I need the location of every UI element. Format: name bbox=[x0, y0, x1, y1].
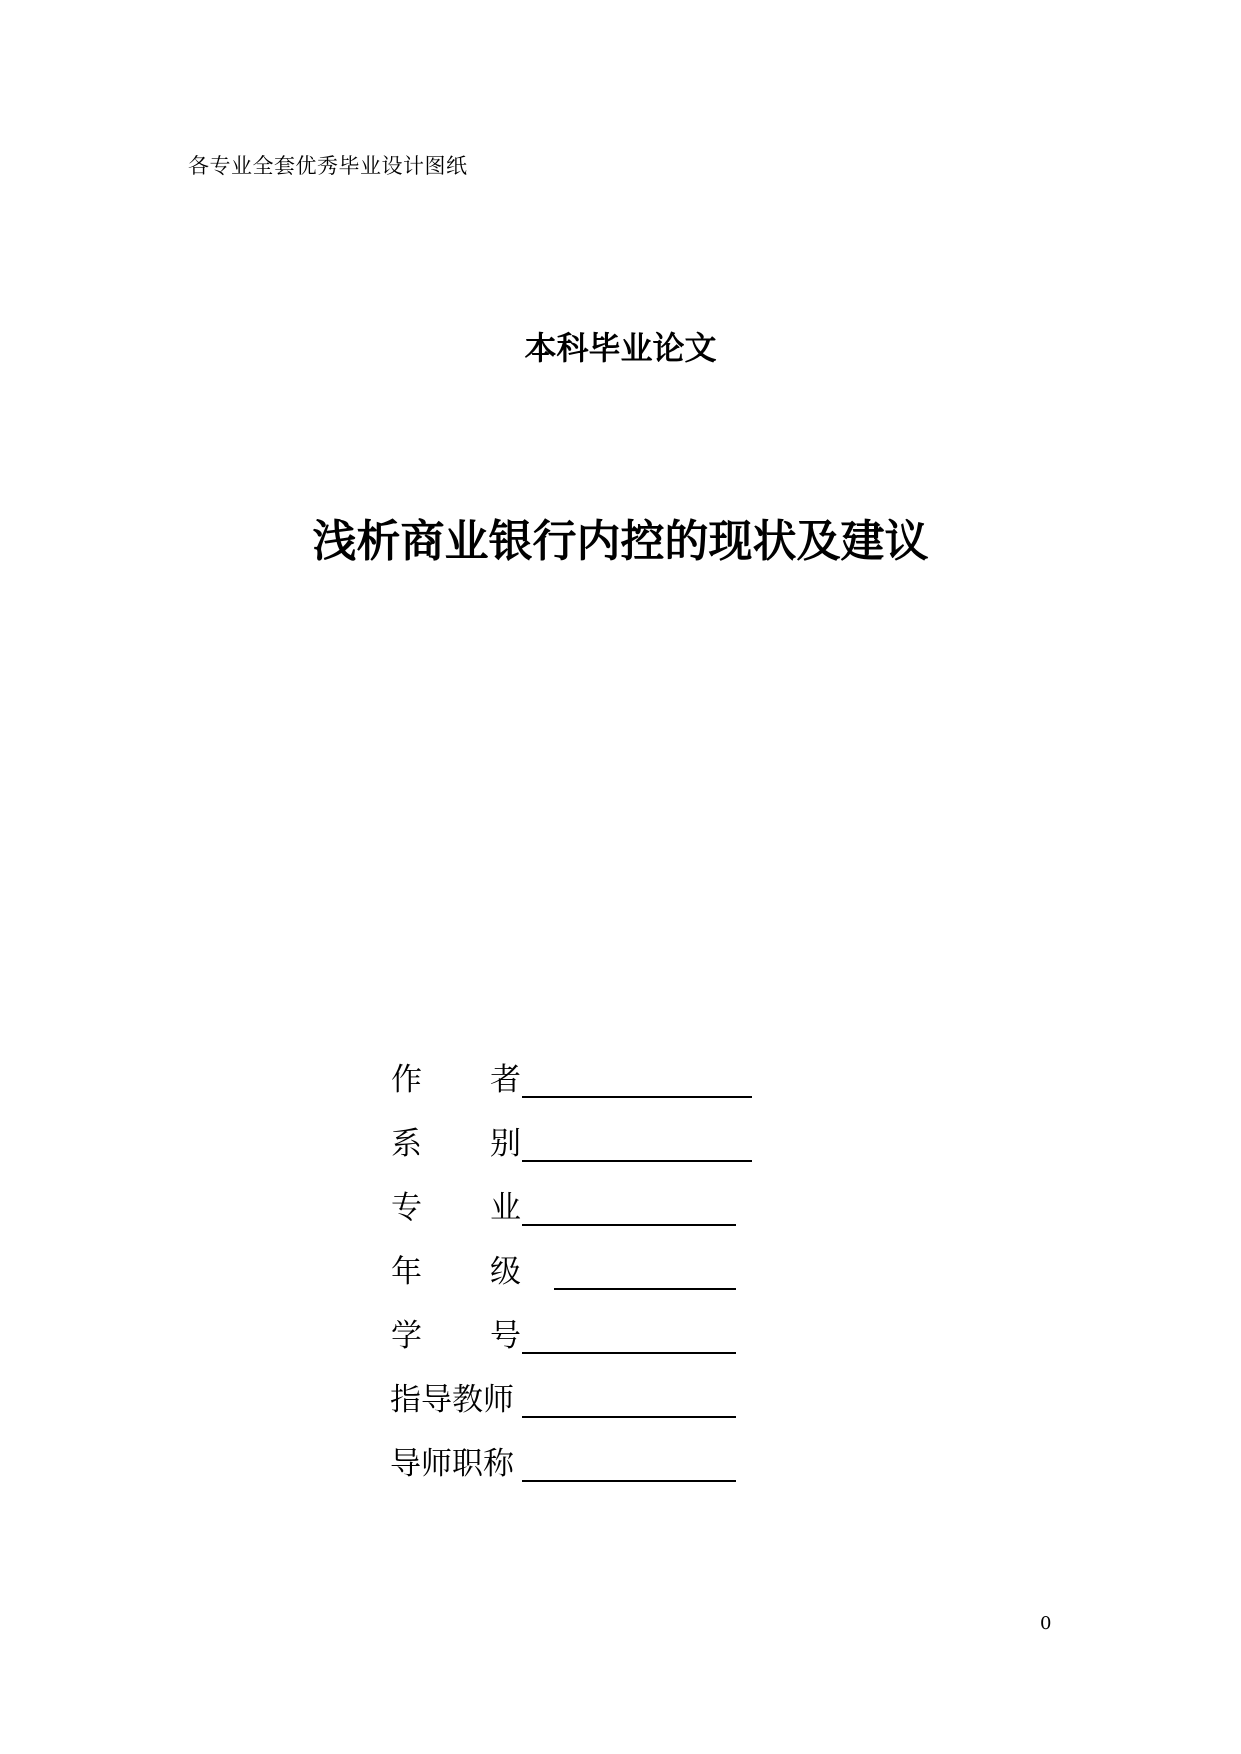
student-id-label-char-1: 学 bbox=[391, 1318, 422, 1354]
grade-blank-line[interactable] bbox=[554, 1288, 736, 1290]
major-blank-line[interactable] bbox=[522, 1224, 736, 1226]
advisor-title-blank-line[interactable] bbox=[522, 1480, 736, 1482]
grade-label-char-2: 级 bbox=[490, 1254, 521, 1290]
advisor-blank-line[interactable] bbox=[522, 1416, 736, 1418]
author-label-char-1: 作 bbox=[391, 1062, 422, 1098]
department-blank-line[interactable] bbox=[522, 1160, 752, 1162]
header-note: 各专业全套优秀毕业设计图纸 bbox=[188, 154, 468, 178]
author-label-char-2: 者 bbox=[490, 1062, 521, 1098]
student-id-blank-line[interactable] bbox=[522, 1352, 736, 1354]
major-label-char-1: 专 bbox=[391, 1190, 422, 1226]
document-type-heading: 本科毕业论文 bbox=[524, 329, 717, 367]
department-label-char-1: 系 bbox=[391, 1126, 422, 1162]
major-label-char-2: 业 bbox=[490, 1190, 521, 1226]
department-label-char-2: 别 bbox=[490, 1126, 521, 1162]
author-blank-line[interactable] bbox=[522, 1096, 752, 1098]
page-number: 0 bbox=[1040, 1613, 1052, 1634]
advisor-title-label: 导师职称 bbox=[390, 1446, 514, 1482]
thesis-title: 浅析商业银行内控的现状及建议 bbox=[312, 516, 929, 567]
grade-label-char-1: 年 bbox=[391, 1254, 422, 1290]
student-id-label-char-2: 号 bbox=[490, 1318, 521, 1354]
advisor-label: 指导教师 bbox=[390, 1382, 514, 1418]
